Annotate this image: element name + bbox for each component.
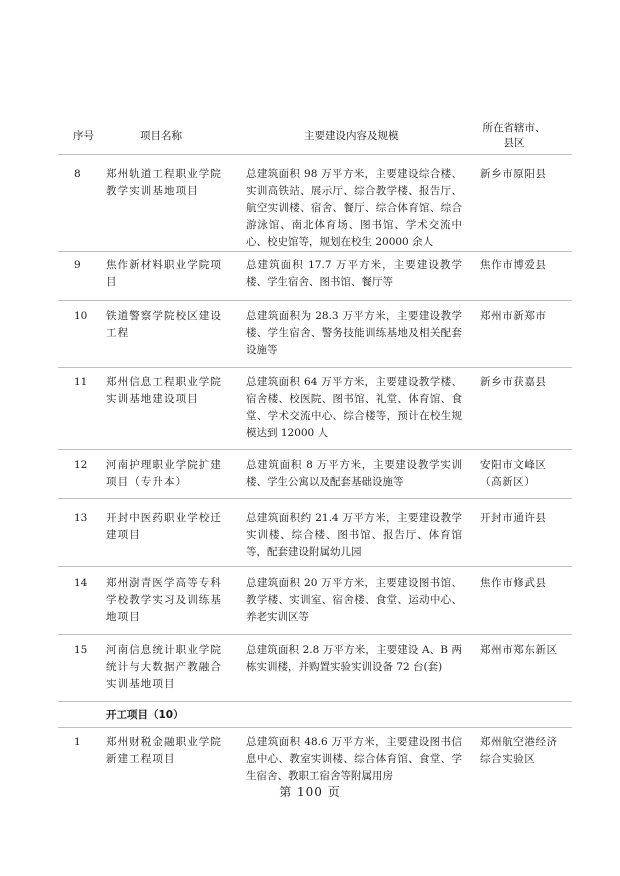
header-content-scale: 主要建设内容及规模 [304,130,399,142]
row-location: 焦作市博爱县 [480,259,547,271]
row-divider [58,498,572,499]
row-location: 开封市通许县 [480,512,547,524]
row-project-name: 河南信息统计职业学院统计与大数据产教融合实训基地项目 [106,644,222,690]
row-number: 13 [74,512,88,524]
row-number: 11 [74,376,88,388]
row-divider [58,449,572,450]
row-number: 10 [74,310,88,322]
row-content-scale: 总建筑面积 98 万平方米，主要建设综合楼、实训高铁站、展示厅、综合教学楼、报告厅、航空实训楼、宿舍、餐厅、综合体育馆、综合游泳馆、南北体育场、图书馆、学术交流中心、校史馆等，规划在校生 20000 余人 [246,168,462,248]
section-heading: 开工项目（10） [106,709,184,721]
row-divider [58,701,572,702]
row-divider [58,727,572,728]
header-location: 所在省辖市、县区 [482,122,546,149]
header-no: 序号 [73,130,94,142]
row-number: 1 [74,736,81,748]
row-number: 14 [74,577,88,589]
row-divider [58,566,572,567]
row-project-name: 郑州信息工程职业学院实训基地建设项目 [106,376,222,405]
row-location: 焦作市修武县 [480,577,547,589]
row-project-name: 河南护理职业学院扩建项目（专升本） [106,459,222,488]
header-project-name: 项目名称 [140,130,182,142]
row-project-name: 郑州澍青医学高等专科学校教学实习及训练基地项目 [106,577,222,623]
row-project-name: 郑州财税金融职业学院新建工程项目 [106,736,222,765]
row-divider [58,300,572,301]
page-number: 第 100 页 [279,785,341,799]
row-location: 安阳市文峰区（高新区） [480,459,547,488]
row-project-name: 铁道警察学院校区建设工程 [106,310,222,339]
row-number: 8 [74,168,81,180]
row-content-scale: 总建筑面积 17.7 万平方米，主要建设教学楼、学生宿舍、图书馆、餐厅等 [246,259,462,288]
row-location: 新乡市获嘉县 [480,376,547,388]
row-divider [58,251,572,252]
row-location: 郑州市新郑市 [480,310,547,322]
row-content-scale: 总建筑面积为 28.3 万平方米，主要建设教学楼、学生宿舍、警务技能训练基地及相关配套设施等 [246,310,462,356]
table-header [0,121,620,153]
row-number: 9 [74,259,81,271]
row-location: 郑州航空港经济综合实验区 [480,736,558,765]
row-divider [58,367,572,368]
row-number: 15 [74,644,88,656]
row-content-scale: 总建筑面积约 21.4 万平方米，主要建设教学实训楼、综合楼、图书馆、报告厅、体育馆等，配套建设附属幼儿园 [246,512,462,558]
row-location: 郑州市郑东新区 [480,644,558,656]
row-content-scale: 总建筑面积 48.6 万平方米，主要建设图书信息中心、教室实训楼、综合体育馆、食堂、学生宿舍、教职工宿舍等附属用房 [246,736,462,782]
row-number: 12 [74,459,88,471]
row-divider [58,634,572,635]
row-content-scale: 总建筑面积 2.8 万平方米，主要建设 A、B 两栋实训楼，并购置实验实训设备 72 台(套) [246,644,462,673]
row-content-scale: 总建筑面积 64 万平方米，主要建设教学楼、宿舍楼、校医院、图书馆、礼堂、体育馆、食堂、学术交流中心、综合楼等，预计在校生规模达到 12000 人 [246,376,462,439]
row-content-scale: 总建筑面积 8 万平方米，主要建设教学实训楼、学生公寓以及配套基础设施等 [246,459,462,488]
row-project-name: 郑州轨道工程职业学院教学实训基地项目 [106,168,222,197]
row-project-name: 焦作新材料职业学院项目 [106,259,222,288]
row-project-name: 开封中医药职业学校迁建项目 [106,512,222,541]
row-content-scale: 总建筑面积 20 万平方米，主要建设图书馆、教学楼、实训室、宿舍楼、食堂、运动中心、养老实训区等 [246,577,462,623]
row-location: 新乡市原阳县 [480,168,547,180]
header-rule [58,154,572,155]
